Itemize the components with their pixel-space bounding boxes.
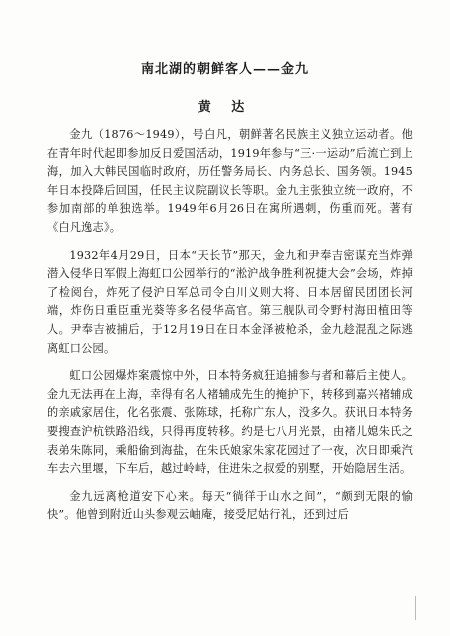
paragraph-seclusion: 金九远离枪道安下心来。每天“徜徉于山水之间”，“颇到无限的愉快”。他曾到附近山头参观云岫庵，接受尼姑行礼，还到过后 <box>47 489 413 522</box>
paragraph-escape: 虹口公园爆炸案震惊中外，日本特务疯狂追捕参与者和幕后主使人。金九无法再在上海，幸得有名人褚辅成先生的掩护下，转移到嘉兴褚辅成的亲戚家居住，化名张震、张陈球，托称广东人，没多久。获讯日本特务要搜查沪杭铁路沿线，只得再度转移。约是七八月光景，由褚儿媳朱氏之表弟朱陈同，乘船偷到海盐，在朱氏娘家朱家花园过了一夜，次日即乘汽车去六里堰，下车后，越过岭峙，住进朱之叔爱的别墅，开始隐居生活。 <box>47 369 413 476</box>
document-body <box>47 126 413 534</box>
document-title: 南北湖的朝鲜客人——金九 <box>140 62 309 77</box>
author-name: 黄 达 <box>197 100 253 115</box>
page-edge-mark <box>415 596 426 620</box>
paragraph-biography: 金九（1876～1949），号白凡，朝鲜著名民族主义独立运动者。他在青年时代起即参加反日爱国活动，1919年参与“三·一运动”后流亡到上海，加入大韩民国临时政府，历任警务局长、内务总长、国务领。1945年日本投降后回国，任民主议院副议长等职。金九主张独立统一政府，不参加南部的单独选举。1949年6月26日在寓所遇刺，伤重而死。著有《白凡逸志》。 <box>47 128 413 234</box>
paragraph-hongkou-bombing: 1932年4月29日，日本“天长节”那天，金九和尹奉吉密谋充当炸弹潜入侵华日军假上海虹口公园举行的“淞沪战争胜利祝捷大会”会场，炸掉了检阅台，炸死了侵沪日军总司令白川义则大将、日本居留民团团长河端，炸伤日重臣重光葵等多名侵华高官。第三舰队司令野村海田植田等人。尹奉吉被捕后，于12月19日在日本金泽被枪杀，金九趁混乱之际逃离虹口公园。 <box>47 248 413 355</box>
